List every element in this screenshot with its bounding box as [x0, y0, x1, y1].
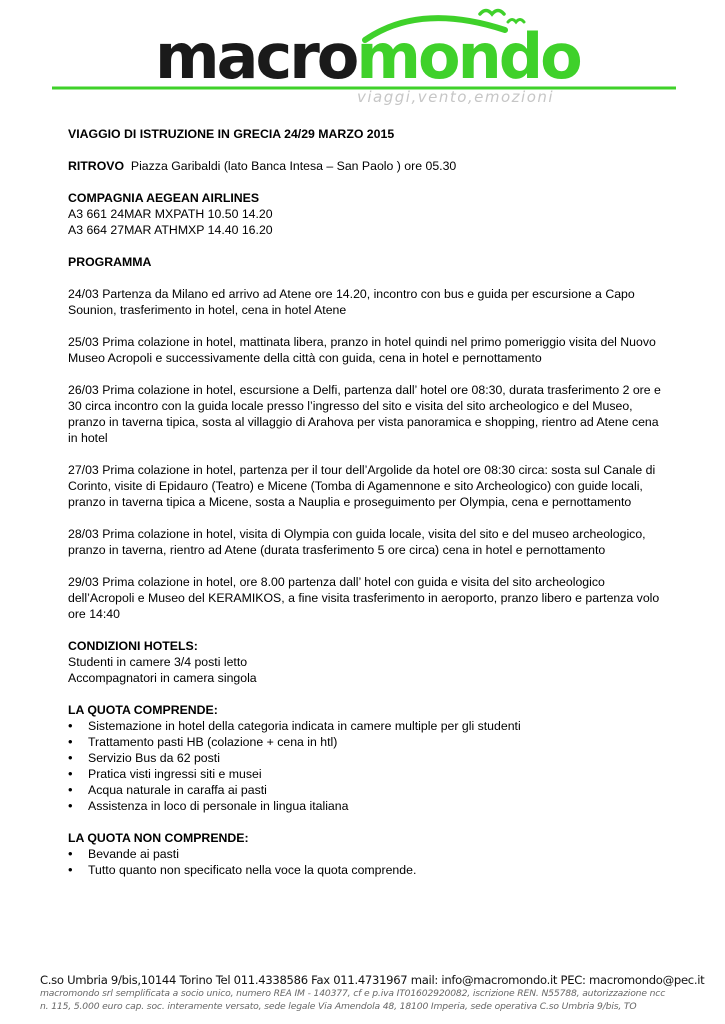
- logo-tagline: viaggi,vento,emozioni: [357, 88, 555, 106]
- program-day: 24/03 Partenza da Milano ed arrivo ad Atene ore 14.20, incontro con bus e guida per escursione a Capo Sounion, trasferimento in hotel, cena in hotel Atene: [68, 287, 635, 317]
- includes-item: • Trattamento pasti HB (colazione + cena in htl): [88, 734, 663, 750]
- document-title: VIAGGIO DI ISTRUZIONE IN GRECIA 24/29 MARZO 2015: [68, 127, 395, 141]
- document-body: [68, 126, 663, 894]
- footer-contact: C.so Umbria 9/bis,10144 Torino Tel 011.4338586 Fax 011.4731967 mail: info@macromondo.it PEC: macromondo@pec.it: [40, 973, 705, 987]
- program-heading: PROGRAMMA: [68, 255, 152, 269]
- excludes-list: [68, 846, 663, 878]
- logo-mondo: mondo: [356, 20, 580, 93]
- meeting-text: Piazza Garibaldi (lato Banca Intesa – San Paolo ) ore 05.30: [130, 159, 457, 173]
- excludes-item: • Tutto quanto non specificato nella voce la quota comprende.: [88, 862, 663, 878]
- excludes-item: • Bevande ai pasti: [88, 846, 663, 862]
- program-day: 29/03 Prima colazione in hotel, ore 8.00 partenza dall’ hotel con guida e visita del sito archeologico dell’Acropoli e Museo del KERAMIKOS, a fine visita trasferimento in aeroporto, pranzo libero e partenza volo ore 14:40: [68, 575, 660, 621]
- program-day: 28/03 Prima colazione in hotel, visita di Olympia con guida locale, visita del sito e del museo archeologico, pranzo in taverna, rientro ad Atene (durata trasferimento 5 ore circa) cena in hotel e pernottamento: [68, 527, 646, 557]
- footer-legal-line: n. 115, 5.000 euro cap. soc. interamente versato, sede legale Via Amendola 48, 18100 Imperia, sede operativa C.so Umbria 9/bis, TO: [40, 1000, 637, 1012]
- letterhead-footer: [40, 972, 705, 1013]
- flight-line: A3 664 27MAR ATHMXP 14.40 16.20: [68, 223, 273, 237]
- meeting-point: [68, 158, 663, 174]
- includes-item: • Acqua naturale in caraffa ai pasti: [88, 782, 663, 798]
- includes-heading: LA QUOTA COMPRENDE:: [68, 703, 218, 717]
- airline-heading: COMPAGNIA AEGEAN AIRLINES: [68, 191, 260, 205]
- includes-item: • Pratica visti ingressi siti e musei: [88, 766, 663, 782]
- program-day: 26/03 Prima colazione in hotel, escursione a Delfi, partenza dall’ hotel ore 08:30, durata trasferimento 2 ore e 30 circa incontro con la guida locale presso l’ingresso del sito e visita del sito archeologico e del Museo, pranzo in taverna tipica, sosta al villaggio di Arahova per vista panoramica e shopping, rientro ad Atene cena in hotel: [68, 383, 661, 445]
- program-day: 27/03 Prima colazione in hotel, partenza per il tour dell’Argolide da hotel ore 08:30 circa: sosta sul Canale di Corinto, visite di Epidauro (Teatro) e Micene (Tomba di Agamennone e sito Archeologico) con guide locali, pranzo in taverna tipica a Micene, sosta a Nauplia e proseguimento per Olympia, cena e pernottamento: [68, 463, 656, 509]
- footer-legal-line: macromondo srl semplificata a socio unico, numero REA IM - 140377, cf e p.iva IT01602920082, iscrizione REN. N55788, autorizzazione ncc: [40, 988, 666, 999]
- includes-item: • Assistenza in loco di personale in lingua italiana: [88, 798, 663, 814]
- program-day: 25/03 Prima colazione in hotel, mattinata libera, pranzo in hotel quindi nel primo pomeriggio visita del Nuovo Museo Acropoli e successivamente della città con guida, cena in hotel e pernottamento: [68, 335, 656, 365]
- hotels-section: [68, 638, 663, 686]
- includes-item: • Servizio Bus da 62 posti: [88, 750, 663, 766]
- logo-macro: macro: [155, 20, 357, 93]
- logo-wordmark: [155, 20, 580, 93]
- meeting-label: RITROVO: [68, 159, 125, 173]
- hotels-line: Accompagnatori in camera singola: [68, 671, 257, 685]
- flight-line: A3 661 24MAR MXPATH 10.50 14.20: [68, 207, 273, 221]
- excludes-heading: LA QUOTA NON COMPRENDE:: [68, 831, 249, 845]
- airline-section: [68, 190, 663, 238]
- hotels-heading: CONDIZIONI HOTELS:: [68, 639, 198, 653]
- letterhead-logo: [0, 0, 725, 110]
- hotels-line: Studenti in camere 3/4 posti letto: [68, 655, 248, 669]
- includes-list: [68, 718, 663, 814]
- includes-item: • Sistemazione in hotel della categoria indicata in camere multiple per gli studenti: [88, 718, 663, 734]
